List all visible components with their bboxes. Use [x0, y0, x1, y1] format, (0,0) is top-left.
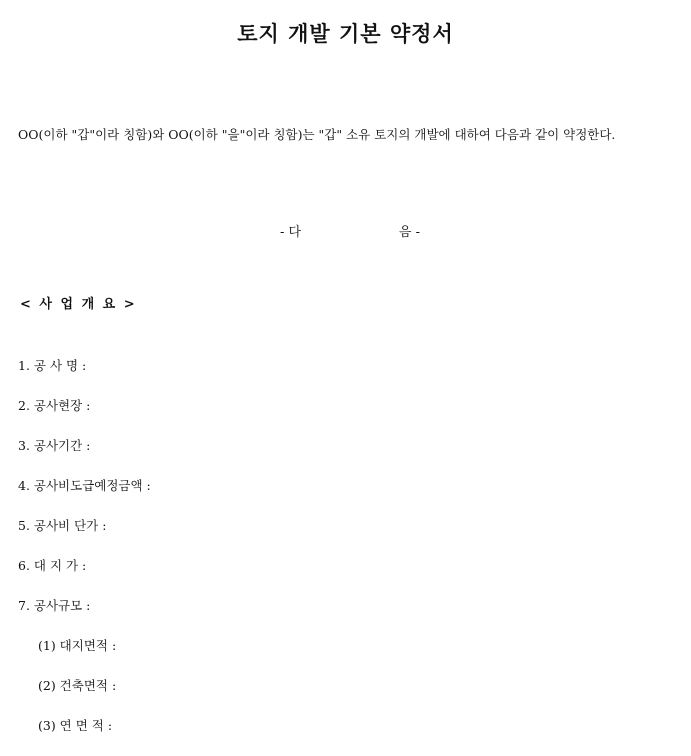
section-divider — [280, 221, 420, 240]
item-unit-cost: 5. 공사비 단가 : — [18, 518, 107, 533]
item-site: 2. 공사현장 : — [18, 398, 91, 413]
item-scale: 7. 공사규모 : — [18, 598, 91, 613]
subitem-total-floor-area: (3) 연 면 적 : — [38, 718, 113, 733]
intro-paragraph: OO(이하 "갑"이라 칭함)와 OO(이하 "을"이라 칭함)는 "갑" 소유 토지의 개발에 대하여 다음과 같이 약정한다. — [18, 127, 616, 142]
section-heading: < 사 업 개 요 > — [20, 297, 137, 312]
document-title: 토지 개발 기본 약정서 — [237, 21, 454, 46]
subitem-land-area: (1) 대지면적 : — [38, 638, 117, 653]
divider-left-text: - 다 — [280, 225, 302, 240]
item-estimated-cost: 4. 공사비도급예정금액 : — [18, 478, 151, 493]
divider-right-text: 음 - — [398, 225, 420, 240]
item-project-name: 1. 공 사 명 : — [18, 358, 87, 373]
item-land-price: 6. 대 지 가 : — [18, 558, 87, 573]
project-items-list — [18, 356, 668, 756]
subitem-building-area: (2) 건축면적 : — [38, 678, 117, 693]
item-period: 3. 공사기간 : — [18, 438, 91, 453]
